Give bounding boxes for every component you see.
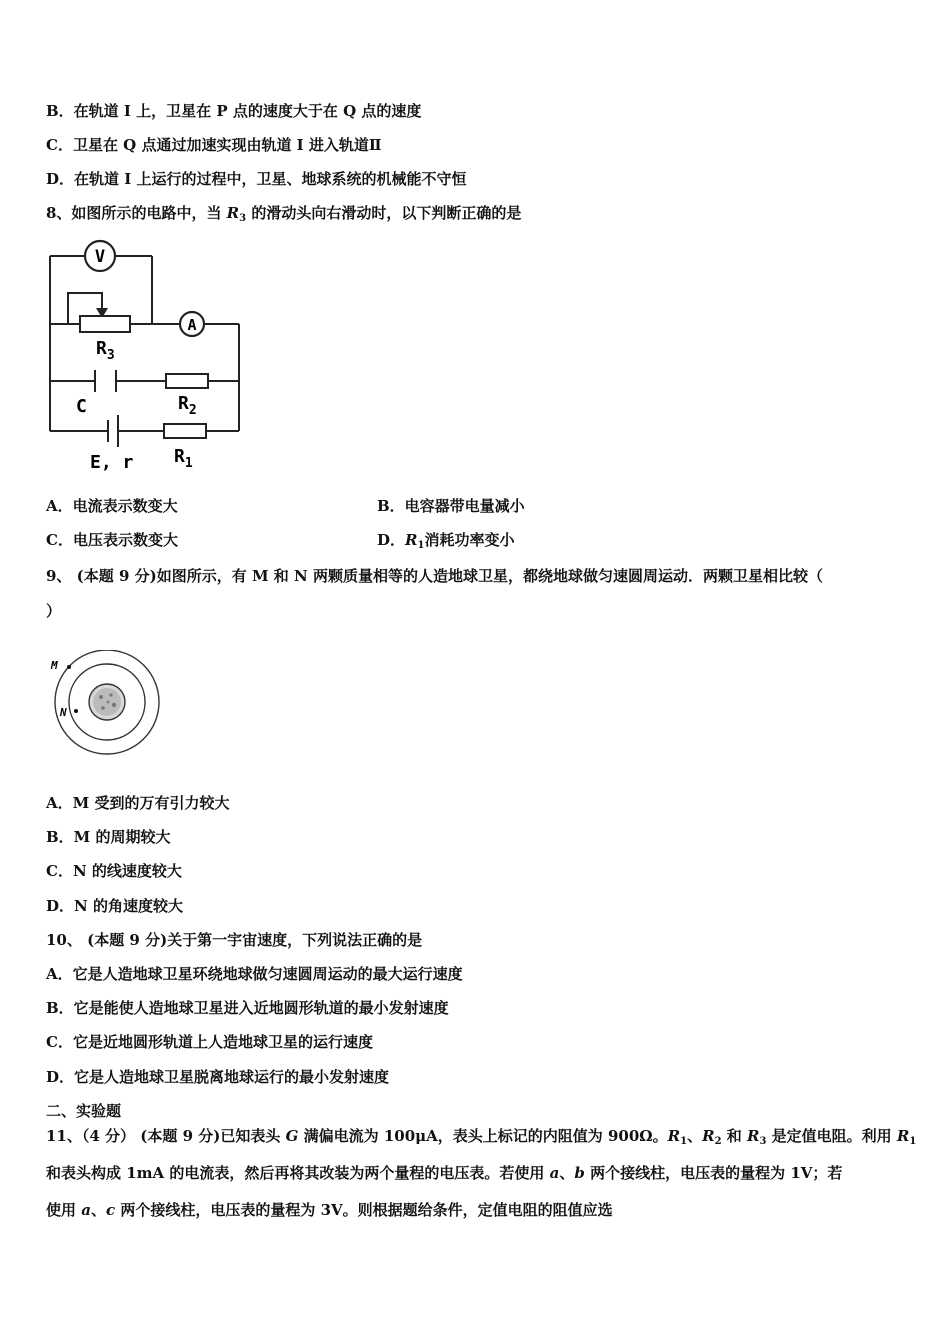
q9-option-d: D．N 的角速度较大 xyxy=(46,897,183,915)
q8-option-d: D．$R_1$消耗功率变小 xyxy=(377,531,515,551)
q8-option-c: C．电压表示数变大 xyxy=(46,531,178,549)
r2-label: $R_2$ xyxy=(178,393,197,418)
q8-option-b: B．电容器带电量减小 xyxy=(377,497,525,515)
q9-orbit-diagram xyxy=(48,650,164,756)
section-heading: 二、实验题 xyxy=(46,1102,122,1120)
q9-stem: 9、 (本题 9 分)如图所示，有 M 和 N 两颗质量相等的人造地球卫星，都绕地球做匀速圆周运动．两颗卫星相比较（ xyxy=(46,567,823,585)
q10-option-a: A．它是人造地球卫星环绕地球做匀速圆周运动的最大运行速度 xyxy=(46,965,463,983)
r3-resistor xyxy=(80,316,130,332)
q7-option-c: C．卫星在 Q 点通过加速实现由轨道 I 进入轨道Ⅱ xyxy=(46,136,382,154)
q8-circuit-diagram xyxy=(40,236,255,476)
q8-option-a: A．电流表示数变大 xyxy=(46,497,178,515)
q10-stem: 10、 (本题 9 分)关于第一宇宙速度，下列说法正确的是 xyxy=(46,931,423,949)
m-label: M xyxy=(51,659,58,672)
q8-stem: 8、如图所示的电路中，当 $R_3$ 的滑动头向右滑动时，以下判断正确的是 xyxy=(46,204,522,224)
n-label: N xyxy=(60,706,67,719)
q9-option-b: B．M 的周期较大 xyxy=(46,828,171,846)
svg-text:V: V xyxy=(94,247,106,267)
er-label: E, r xyxy=(90,452,134,473)
r2-resistor xyxy=(166,374,208,388)
q7-option-d: D．在轨道 I 上运行的过程中，卫星、地球系统的机械能不守恒 xyxy=(46,170,467,188)
voltmeter xyxy=(85,241,115,271)
q9-option-a: A．M 受到的万有引力较大 xyxy=(46,794,230,812)
q11-line-3: 使用 a、c 两个接线柱，电压表的量程为 3V。则根据题给条件，定值电阻的阻值应选 xyxy=(46,1201,613,1219)
q9-option-c: C．N 的线速度较大 xyxy=(46,862,182,880)
svg-text:A: A xyxy=(187,316,197,334)
q11-line-1: 11、（4 分） (本题 9 分)已知表头 G 满偏电流为 100μA，表头上标记的内阻值为 900Ω。$R_1$、$R_2$ 和 $R_3$ 是定值电阻。利用 $R_1$ xyxy=(46,1127,917,1147)
satellite-m xyxy=(67,665,71,669)
r1-label: $R_1$ xyxy=(174,446,193,471)
q10-option-d: D．它是人造地球卫星脱离地球运行的最小发射速度 xyxy=(46,1068,390,1086)
r1-resistor xyxy=(164,424,206,438)
satellite-n xyxy=(74,709,78,713)
q7-option-b: B．在轨道 I 上，卫星在 P 点的速度大于在 Q 点的速度 xyxy=(46,102,422,120)
q11-line-2: 和表头构成 1mA 的电流表，然后再将其改装为两个量程的电压表。若使用 a、b 两个接线柱，电压表的量程为 1V；若 xyxy=(46,1164,843,1182)
q10-option-b: B．它是能使人造地球卫星进入近地圆形轨道的最小发射速度 xyxy=(46,999,449,1017)
earth-icon xyxy=(89,684,125,720)
r3-label: $R_3$ xyxy=(96,338,115,363)
q10-option-c: C．它是近地圆形轨道上人造地球卫星的运行速度 xyxy=(46,1033,373,1051)
c-label: C xyxy=(76,396,87,417)
q9-stem-continued: ） xyxy=(46,602,62,620)
ammeter xyxy=(180,312,204,336)
